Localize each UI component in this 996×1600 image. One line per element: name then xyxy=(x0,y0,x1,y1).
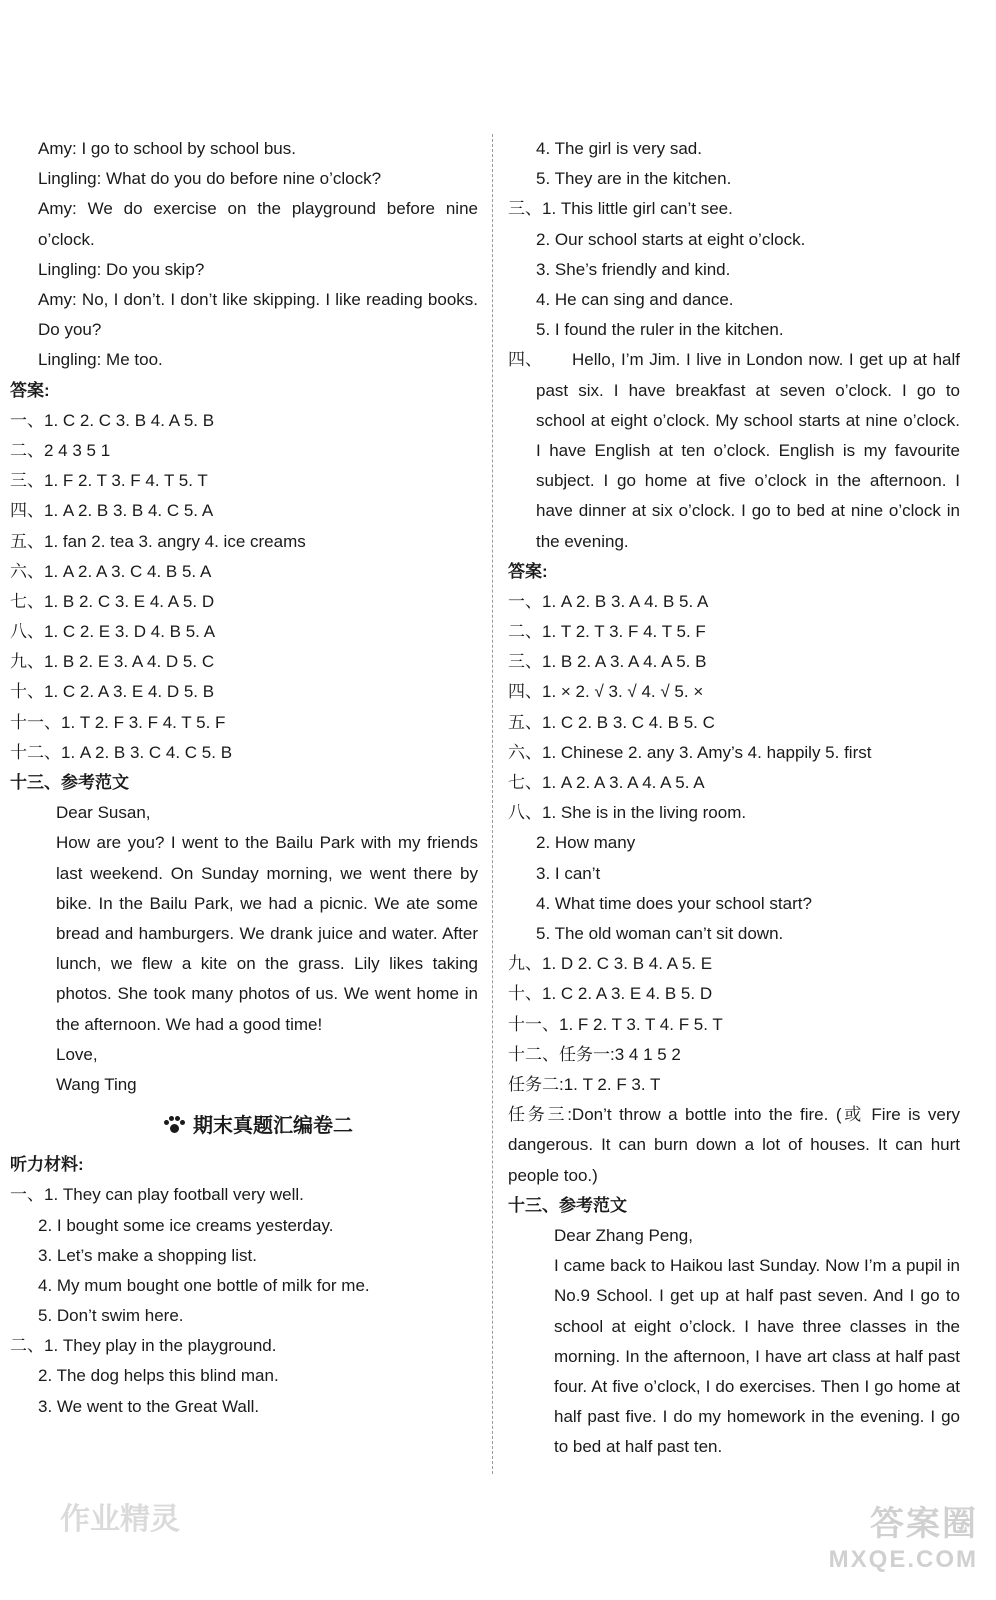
dialog-line: Amy: No, I don’t. I don’t like skipping. I like reading books. Do you? xyxy=(38,289,478,340)
dialog-line: Amy: I go to school by school bus. xyxy=(38,139,296,158)
watermark-bottom-left: 作业精灵 xyxy=(60,1503,180,1536)
answer-line: 三、1. This little girl can’t see. xyxy=(508,199,733,219)
letter xyxy=(508,1221,960,1463)
answer-row: 十一、1. F 2. T 3. T 4. F 5. T xyxy=(508,1014,723,1034)
letter-close: Love, xyxy=(56,1044,98,1064)
answer-row: 三、1. F 2. T 3. F 4. T 5. T xyxy=(10,471,208,491)
answer-row: 八、1. She is in the living room. xyxy=(508,803,747,823)
answer-row: 六、1. Chinese 2. any 3. Amy’s 4. happily 5. first xyxy=(508,742,872,762)
answer-row: 一、1. A 2. B 3. A 4. B 5. A xyxy=(508,591,709,611)
answer-line: 4. He can sing and dance. xyxy=(536,289,734,309)
listening-line: 3. We went to the Great Wall. xyxy=(38,1396,260,1416)
answer-line: 5. I found the ruler in the kitchen. xyxy=(536,320,784,340)
answers-label: 答案: xyxy=(10,380,50,400)
answer-row: 九、1. D 2. C 3. B 4. A 5. E xyxy=(508,954,713,974)
passage-four-text: Hello, I’m Jim. I live in London now. I get up at half past six. I have breakfast at seven o’clock. I go to school at eight o’clock. My school starts at nine o’clock. I have English at ten o’clock. English is my favourite subject. I go home at five o’clock in the afternoon. I have dinner at six o’clock. I go to bed at nine o’clock in the evening. xyxy=(536,350,960,551)
answers-list xyxy=(10,406,478,798)
column-divider xyxy=(492,134,493,1474)
answer-row: 4. What time does your school start? xyxy=(536,893,812,913)
listening-line: 2. The dog helps this blind man. xyxy=(38,1366,279,1386)
listening-line: 二、1. They play in the playground. xyxy=(10,1336,277,1356)
task-three: 任务三:Don’t throw a bottle into the fire. (或 Fire is very dangerous. It can burn down a lot of houses. It can hurt people too.) xyxy=(508,1105,960,1185)
letter-signature: Wang Ting xyxy=(56,1074,137,1094)
listening-line: 5. Don’t swim here. xyxy=(38,1306,184,1326)
section-title-text: 期末真题汇编卷二 xyxy=(193,1115,353,1138)
listening-line: 一、1. They can play football very well. xyxy=(10,1185,304,1205)
watermark-line: MXQE.COM xyxy=(828,1546,978,1573)
answer-row: 十、1. C 2. A 3. E 4. B 5. D xyxy=(508,984,713,1004)
answer-row: 四、1. A 2. B 3. B 4. C 5. A xyxy=(10,501,214,521)
letter-body: How are you? I went to the Bailu Park with my friends last weekend. On Sunday morning, we went there by bike. In the Bailu Park, we had a picnic. We ate some bread and hamburgers. We drank juice and water. After lunch, we flew a kite on the grass. Lily likes taking photos. She took many photos of us. We went home in the afternoon. We had a good time! xyxy=(56,833,478,1034)
answer-row: 3. I can’t xyxy=(536,863,601,883)
passage-four-label: 四、 xyxy=(508,350,542,370)
answer-line: 2. Our school starts at eight o’clock. xyxy=(536,229,806,249)
answer-row: 六、1. A 2. A 3. C 4. B 5. A xyxy=(10,561,212,581)
section-title xyxy=(38,1106,478,1146)
essay-label: 十三、参考范文 xyxy=(508,1195,627,1215)
answer-line: 4. The girl is very sad. xyxy=(536,139,702,158)
answer-row: 二、1. T 2. T 3. F 4. T 5. F xyxy=(508,622,706,642)
answer-row: 十二、任务一:3 4 1 5 2 xyxy=(508,1044,681,1064)
letter-body: I came back to Haikou last Sunday. Now I’m a pupil in No.9 School. I get up at half past seven. And I go to school at eight o’clock. I have three classes in the morning. In the afternoon, I have art class at half past four. At five o’clock, I do exercises. Then I go home at half past five. I do my homework in the evening. I go to bed at half past ten. xyxy=(554,1256,960,1457)
dialog-line: Amy: We do exercise on the playground before nine o’clock. xyxy=(38,199,478,249)
answer-row: 二、2 4 3 5 1 xyxy=(10,440,111,460)
dialog-line: Lingling: Do you skip? xyxy=(38,259,205,279)
watermark-bottom-right xyxy=(829,1506,978,1578)
answer-row: 七、1. B 2. C 3. E 4. A 5. D xyxy=(10,591,215,611)
answers-label: 答案: xyxy=(508,561,548,581)
answer-row: 任务二:1. T 2. F 3. T xyxy=(508,1074,661,1094)
letter-greeting: Dear Zhang Peng, xyxy=(554,1225,693,1245)
paw-icon xyxy=(163,1116,185,1134)
answer-row: 四、1. × 2. √ 3. √ 4. √ 5. × xyxy=(508,682,704,702)
answer-row: 十二、1. A 2. B 3. C 4. C 5. B xyxy=(10,742,233,762)
answer-row: 5. The old woman can’t sit down. xyxy=(536,923,784,943)
letter xyxy=(38,798,478,1100)
listening-line: 3. Let’s make a shopping list. xyxy=(38,1245,257,1265)
dialog-line: Lingling: Me too. xyxy=(38,350,163,370)
answer-row: 一、1. C 2. C 3. B 4. A 5. B xyxy=(10,410,215,430)
left-column xyxy=(10,134,478,1422)
right-column xyxy=(508,134,960,1463)
listening-label: 听力材料: xyxy=(10,1155,84,1175)
essay-label: 十三、参考范文 xyxy=(10,773,129,792)
answer-row: 八、1. C 2. E 3. D 4. B 5. A xyxy=(10,622,216,642)
answer-row: 2. How many xyxy=(536,833,636,853)
letter-greeting: Dear Susan, xyxy=(56,803,151,823)
listening xyxy=(10,1150,478,1422)
answer-row: 三、1. B 2. A 3. A 4. A 5. B xyxy=(508,652,707,672)
answer-row: 十、1. C 2. A 3. E 4. D 5. B xyxy=(10,682,215,702)
listening-line: 2. I bought some ice creams yesterday. xyxy=(38,1215,334,1235)
answer-row: 五、1. C 2. B 3. C 4. B 5. C xyxy=(508,712,715,732)
passage-four xyxy=(508,345,960,556)
answer-row: 十一、1. T 2. F 3. F 4. T 5. F xyxy=(10,712,226,732)
answer-row: 五、1. fan 2. tea 3. angry 4. ice creams xyxy=(10,531,306,551)
answer-line: 5. They are in the kitchen. xyxy=(536,169,732,189)
answer-row: 七、1. A 2. A 3. A 4. A 5. A xyxy=(508,773,705,793)
listening-line: 4. My mum bought one bottle of milk for me. xyxy=(38,1275,370,1295)
watermark-line: 答案圈 xyxy=(870,1505,978,1543)
dialog-line: Lingling: What do you do before nine o’clock? xyxy=(38,169,382,189)
answer-line: 3. She’s friendly and kind. xyxy=(536,259,731,279)
answer-row: 九、1. B 2. E 3. A 4. D 5. C xyxy=(10,652,215,672)
